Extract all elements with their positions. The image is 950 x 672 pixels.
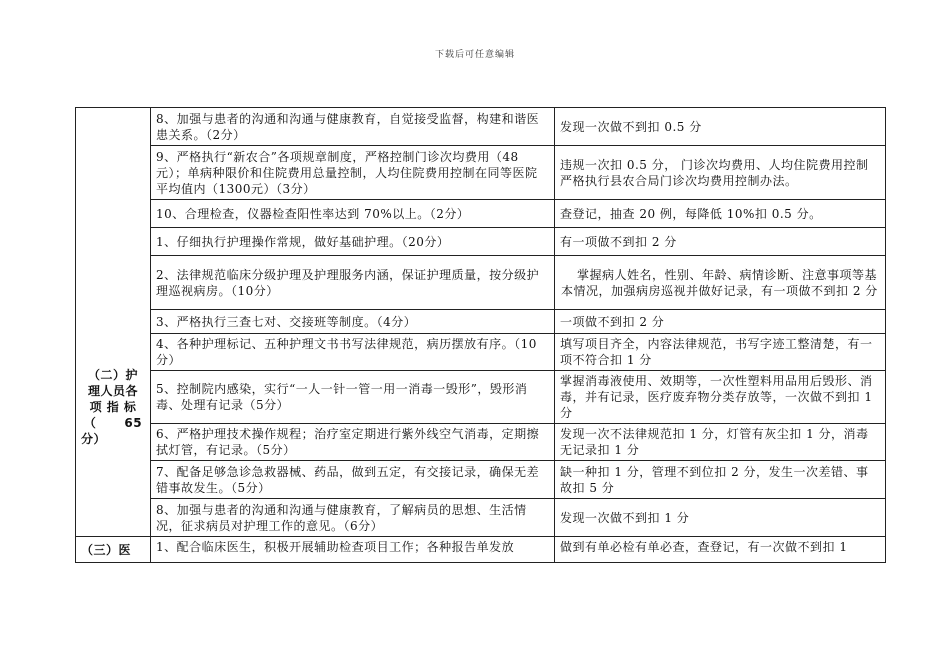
rule-cell: 查登记，抽查 20 例，每降低 10%扣 0.5 分。 [555, 200, 886, 228]
standard-cell: 5、控制院内感染，实行“一人一针一管一用一消毒一毁形”，毁形消毒、处理有记录（5分） [151, 371, 555, 424]
header-note: 下载后可任意编辑 [434, 50, 515, 60]
table-row [76, 256, 886, 310]
category-cell-nursing [76, 108, 151, 537]
table-row [76, 371, 886, 424]
scoring-table [75, 107, 886, 563]
rule-cell: 一项做不到扣 2 分 [555, 310, 886, 334]
category-line: （二）护 [87, 368, 138, 382]
rule-cell: 缺一种扣 1 分，管理不到位扣 2 分，发生一次差错、事故扣 5 分 [555, 461, 886, 499]
standard-cell: 8、加强与患者的沟通和沟通与健康教育，自觉接受监督，构建和谐医患关系。（2分） [151, 108, 555, 146]
standard-cell: 8、加强与患者的沟通和沟通与健康教育，了解病员的思想、生活情况，征求病员对护理工作的意见。（6分） [151, 499, 555, 537]
rule-cell: 填写项目齐全，内容法律规范，书写字迹工整清楚，有一项不符合扣 1 分 [555, 334, 886, 371]
rule-cell: 掌握病人姓名，性别、年龄、病情诊断、注意事项等基本情况，加强病房巡视并做好记录，有一项做不到扣 2 分 [555, 256, 886, 310]
standard-cell: 10、合理检查，仪器检查阳性率达到 70%以上。（2分） [151, 200, 555, 228]
standard-cell: 6、严格护理技术操作规程；治疗室定期进行紫外线空气消毒，定期擦拭灯管，有记录。（5分） [151, 424, 555, 461]
rule-cell: 掌握消毒液使用、效期等，一次性塑料用品用后毁形、消毒，并有记录，医疗废弃物分类存放等，一次做不到扣 1 分 [555, 371, 886, 424]
standard-cell: 3、严格执行三查七对、交接班等制度。（4分） [151, 310, 555, 334]
table-row [76, 461, 886, 499]
table-row [76, 310, 886, 334]
standard-cell: 7、配备足够急诊急救器械、药品，做到五定，有交接记录，确保无差错事故发生。（5分） [151, 461, 555, 499]
table-row [76, 424, 886, 461]
category-cell-medical-tech: （三）医 [76, 537, 151, 563]
standard-cell: 2、法律规范临床分级护理及护理服务内涵，保证护理质量，按分级护理巡视病房。（10分） [151, 256, 555, 310]
rule-cell: 发现一次做不到扣 0.5 分 [555, 108, 886, 146]
rule-cell: 有一项做不到扣 2 分 [555, 228, 886, 256]
standard-cell: 4、各种护理标记、五种护理文书书写法律规范，病历摆放有序。（10分） [151, 334, 555, 371]
standard-cell: 9、严格执行“新农合”各项规章制度，严格控制门诊次均费用（48元）；单病种限价和住院费用总量控制，人均住院费用控制在同等医院平均值内（1300元）（3分） [151, 146, 555, 200]
standard-cell: 1、配合临床医生，积极开展辅助检查项目工作；各种报告单发放 [151, 537, 555, 563]
table-row [76, 228, 886, 256]
category-line: 理人员各 [87, 384, 138, 398]
table-row [76, 108, 886, 146]
rule-cell: 发现一次做不到扣 1 分 [555, 499, 886, 537]
rule-cell: 违规一次扣 0.5 分， 门诊次均费用、人均住院费用控制严格执行县农合局门诊次均费用控制办法。 [555, 146, 886, 200]
table-row [76, 499, 886, 537]
standard-cell: 1、仔细执行护理操作常规，做好基础护理。（20分） [151, 228, 555, 256]
category-line: 项 指 标 [89, 400, 137, 414]
table-row [76, 200, 886, 228]
table-row [76, 537, 886, 563]
category-line: （ 65 [83, 416, 143, 430]
table-row [76, 334, 886, 371]
rule-cell: 发现一次不法律规范扣 1 分，灯管有灰尘扣 1 分，消毒无记录扣 1 分 [555, 424, 886, 461]
table-row [76, 146, 886, 200]
category-line: 分） [81, 432, 107, 446]
rule-cell: 做到有单必检有单必查，查登记，有一次做不到扣 1 [555, 537, 886, 563]
